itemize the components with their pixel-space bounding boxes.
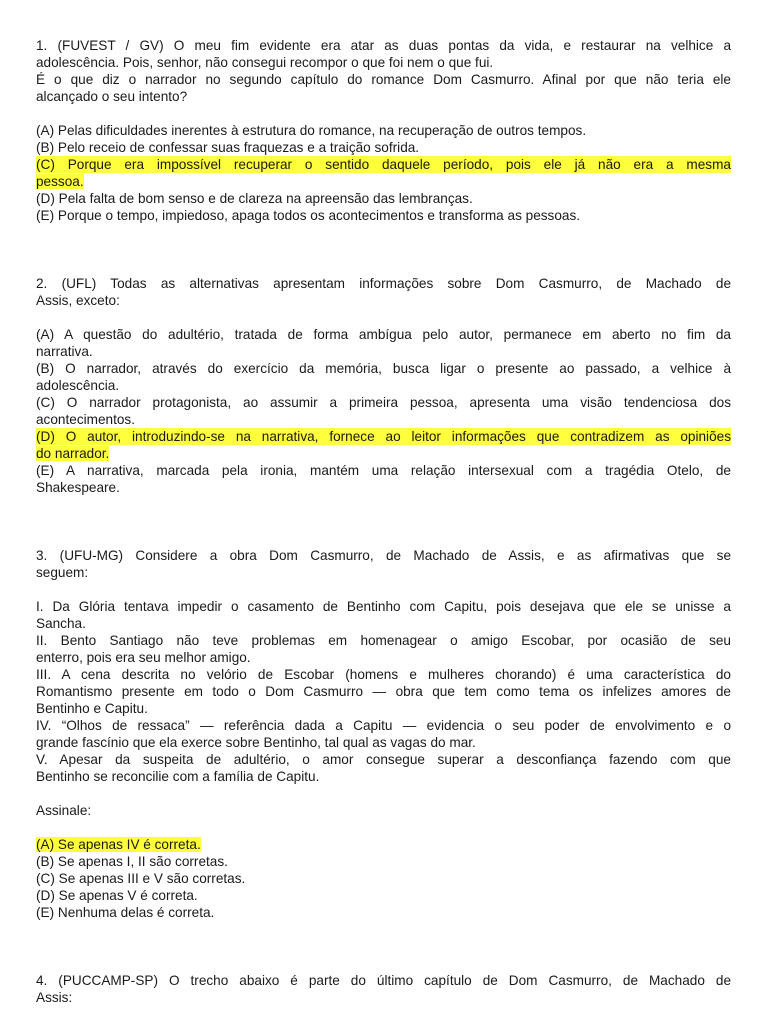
q3-statement-v: V. Apesar da suspeita de adultério, o amor consegue superar a desconfiança fazendo com que <box>36 752 731 767</box>
q2-option-b: (B) O narrador, através do exercício da memória, busca ligar o presente ao passado, a velhice à <box>36 361 731 376</box>
question-4 <box>36 972 731 1006</box>
spacer <box>36 921 731 955</box>
q3-prompt: Assinale: <box>36 803 92 818</box>
q1-option-c-highlighted: (C) Porque era impossível recuperar o sentido daquele período, pois ele já não era a mesma <box>36 157 731 172</box>
q2-option-a-cont: narrativa. <box>36 344 93 359</box>
q3-statement-iii: III. A cena descrita no velório de Escobar (homens e mulheres chorando) é uma característica do <box>36 667 731 682</box>
spacer <box>36 530 731 547</box>
q2-option-c: (C) O narrador protagonista, ao assumir a primeira pessoa, apresenta uma visão tendenciosa dos <box>36 395 731 410</box>
spacer <box>36 819 731 836</box>
q3-statement-v-cont: Bentinho se reconcilie com a família de Capitu. <box>36 769 320 784</box>
q2-option-b-cont: adolescência. <box>36 378 120 393</box>
question-1 <box>36 37 731 224</box>
q2-option-e-cont: Shakespeare. <box>36 480 120 495</box>
q3-option-a-highlighted: (A) Se apenas IV é correta. <box>36 837 201 852</box>
q3-line: seguem: <box>36 565 89 580</box>
question-3 <box>36 547 731 921</box>
q1-line: adolescência. Pois, senhor, não consegui recompor o que foi nem o que fui. <box>36 55 494 70</box>
q2-option-d-highlighted-cont: do narrador. <box>36 446 110 461</box>
q3-statement-iv: IV. “Olhos de ressaca” — referência dada a Capitu — evidencia o seu poder de envolvimento e o <box>36 718 731 733</box>
q3-statement-i: I. Da Glória tentava impedir o casamento de Bentinho com Capitu, pois desejava que ele se unisse a <box>36 599 731 614</box>
q3-statement-iii-cont: Bentinho e Capitu. <box>36 701 148 716</box>
q1-option-b: (B) Pelo receio de confessar suas fraquezas e a traição sofrida. <box>36 140 420 155</box>
q3-line: 3. (UFU-MG) Considere a obra Dom Casmurro, de Machado de Assis, e as afirmativas que se <box>36 548 731 563</box>
question-2 <box>36 275 731 496</box>
q2-option-e: (E) A narrativa, marcada pela ironia, mantém uma relação intersexual com a tragédia Otelo, de <box>36 463 731 478</box>
q3-statement-iv-cont: grande fascínio que ela exerce sobre Bentinho, tal qual as vagas do mar. <box>36 735 476 750</box>
q2-option-c-cont: acontecimentos. <box>36 412 135 427</box>
q1-line: É o que diz o narrador no segundo capítulo do romance Dom Casmurro. Afinal por que não teria ele <box>36 72 731 87</box>
spacer <box>36 224 731 258</box>
q3-option-e: (E) Nenhuma delas é correta. <box>36 905 215 920</box>
q3-statement-ii-cont: enterro, pois era seu melhor amigo. <box>36 650 251 665</box>
q2-option-d-highlighted: (D) O autor, introduzindo-se na narrativa, fornece ao leitor informações que contradizem as opiniões <box>36 429 731 444</box>
q3-option-b: (B) Se apenas I, II são corretas. <box>36 854 228 869</box>
q4-line: 4. (PUCCAMP-SP) O trecho abaixo é parte do último capítulo de Dom Casmurro, de Machado de <box>36 973 731 988</box>
q1-line: alcançado o seu intento? <box>36 89 188 104</box>
q3-statement-iii-cont: Romantismo presente em todo o Dom Casmurro — obra que tem como tema os infelizes amores de <box>36 684 731 699</box>
q4-line: Assis: <box>36 990 73 1005</box>
q2-line: Assis, exceto: <box>36 293 120 308</box>
spacer <box>36 496 731 530</box>
spacer <box>36 955 731 972</box>
spacer <box>36 258 731 275</box>
q1-line: 1. (FUVEST / GV) O meu fim evidente era atar as duas pontas da vida, e restaurar na velhice a <box>36 38 731 53</box>
q3-option-c: (C) Se apenas III e V são corretas. <box>36 871 246 886</box>
spacer <box>36 785 731 802</box>
q1-option-e: (E) Porque o tempo, impiedoso, apaga todos os acontecimentos e transforma as pessoas. <box>36 208 581 223</box>
spacer <box>36 581 731 598</box>
spacer <box>36 309 731 326</box>
q2-option-a: (A) A questão do adultério, tratada de forma ambígua pelo autor, permanece em aberto no fim da <box>36 327 731 342</box>
q3-statement-i-cont: Sancha. <box>36 616 86 631</box>
q3-option-d: (D) Se apenas V é correta. <box>36 888 198 903</box>
q2-line: 2. (UFL) Todas as alternativas apresentam informações sobre Dom Casmurro, de Machado de <box>36 276 731 291</box>
q1-option-d: (D) Pela falta de bom senso e de clareza na apreensão das lembranças. <box>36 191 473 206</box>
q3-statement-ii: II. Bento Santiago não teve problemas em homenagear o amigo Escobar, por ocasião de seu <box>36 633 731 648</box>
q1-option-c-highlighted-cont: pessoa. <box>36 174 84 189</box>
q1-option-a: (A) Pelas dificuldades inerentes à estrutura do romance, na recuperação de outros tempos. <box>36 123 587 138</box>
spacer <box>36 105 731 122</box>
